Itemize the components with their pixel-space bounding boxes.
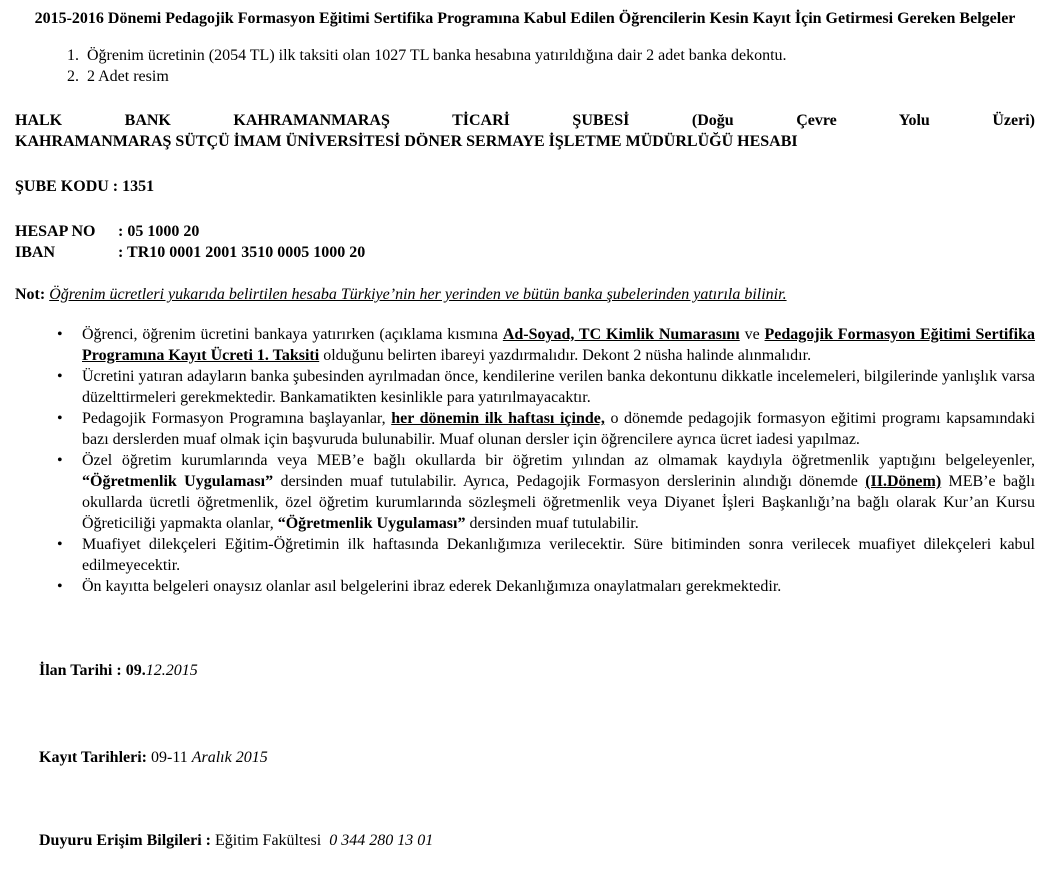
list-item: 2. 2 Adet resim [83,66,1035,87]
contact-info-line [15,809,1035,872]
iban-value: : TR10 0001 2001 3510 0005 1000 20 [118,244,366,261]
bullet-item: • Öğrenci, öğrenim ücretini bankaya yatırırken (açıklama kısmına Ad-Soyad, TC Kimlik Numarasını ve Pedagojik Formasyon Eğitimi Sertifika Programına Kayıt Ücreti 1. Taksiti olduğunu belirten ibareyi yazdırmalıdır. Dekont 2 nüsha halinde alınmalıdır. [57,324,1035,366]
account-details-block [15,221,1035,263]
bank-branch-line: HALK BANK KAHRAMANMARAŞ TİCARİ ŞUBESİ (Doğu Çevre Yolu Üzeri) [15,112,1035,129]
iban-label: IBAN [15,244,56,261]
contact-info-label: Duyuru Erişim Bilgileri : [39,832,211,849]
announcement-date-value: 12.2015 [145,662,198,679]
account-number-value: : 05 1000 20 [118,223,200,240]
page-title: 2015-2016 Dönemi Pedagojik Formasyon Eğitimi Sertifika Programına Kabul Edilen Öğrencilerin Kesin Kayıt İçin Getirmesi Gereken Belgeler [34,10,1016,27]
bullet-item: • Özel öğretim kurumlarında veya MEB’e bağlı okullarda bir öğretim yılından az olmamak kaydıyla öğretmenlik yaptığını belgeleyenler, “Öğretmenlik Uygulaması” dersinden muaf tutulabilir. Ayrıca, Pedagojik Formasyon derslerinin alındığı dönemde (II.Dönem) MEB’e bağlı okullarda ücretli öğretmenlik, özel öğretim kurumlarında sözleşmeli öğretmenlik veya Diyanet İşleri Başkanlığı’na bağlı olarak Kur’an Kursu Öğreticiliği yapmakta olanlar, “Öğretmenlik Uygulaması” dersinden muaf tutulabilir. [57,450,1035,534]
required-documents-list [15,45,1035,87]
registration-dates-month: Aralık 2015 [191,749,268,766]
instructions-bullet-list [15,324,1035,597]
registration-dates-range: 09-11 [147,749,192,766]
iban-line [15,242,1035,263]
contact-info-phone: 0 344 280 13 01 [329,832,434,849]
footer-dates [15,639,1035,872]
account-number-line [15,221,1035,242]
branch-code-line: ŞUBE KODU : 1351 [15,178,155,195]
bank-account-heading [15,110,1035,152]
bullet-item: • Ücretini yatıran adayların banka şubesinden ayrılmadan önce, kendilerine verilen banka dekontunu dikkatle incelemeleri, bilgilerinde yanlışlık varsa düzelttirmeleri gerekmektedir. Bankamatikten kesinlikle para yatırılmayacaktır. [57,366,1035,408]
bullet-item: • Pedagojik Formasyon Programına başlayanlar, her dönemin ilk haftası içinde, o dönemde pedagojik formasyon eğitimi programı kapsamındaki bazı derslerden muaf olmak için başvuruda bulunabilir. Muaf olunan dersler için öğrencilere ayrıca ücret iadesi yapılmaz. [57,408,1035,450]
contact-info-faculty: Eğitim Fakültesi [211,832,330,849]
note-line [15,284,1035,305]
note-text: Öğrenim ücretleri yukarıda belirtilen hesaba Türkiye’nin her yerinden ve bütün banka şubelerinden yatırıla bilinir. [49,286,787,303]
registration-dates-line [15,726,1035,789]
announcement-date-label: İlan Tarihi : 09. [39,662,146,679]
registration-dates-label: Kayıt Tarihleri: [39,749,147,766]
bullet-item: • Muafiyet dilekçeleri Eğitim-Öğretimin ilk haftasında Dekanlığımıza verilecektir. Süre bitiminden sonra verilecek muafiyet dilekçeleri kabul edilmeyecektir. [57,534,1035,576]
bullet-item: • Ön kayıtta belgeleri onaysız olanlar asıl belgelerini ibraz ederek Dekanlığımıza onaylatmaları gerekmektedir. [57,576,1035,597]
note-label: Not: [15,286,46,303]
bank-account-holder-line: KAHRAMANMARAŞ SÜTÇÜ İMAM ÜNİVERSİTESİ DÖNER SERMAYE İŞLETME MÜDÜRLÜĞÜ HESABI [15,133,798,150]
list-item: 1. Öğrenim ücretinin (2054 TL) ilk taksiti olan 1027 TL banka hesabına yatırıldığına dair 2 adet banka dekontu. [83,45,1035,66]
account-number-label: HESAP NO [15,223,96,240]
announcement-date-line [15,639,1035,702]
